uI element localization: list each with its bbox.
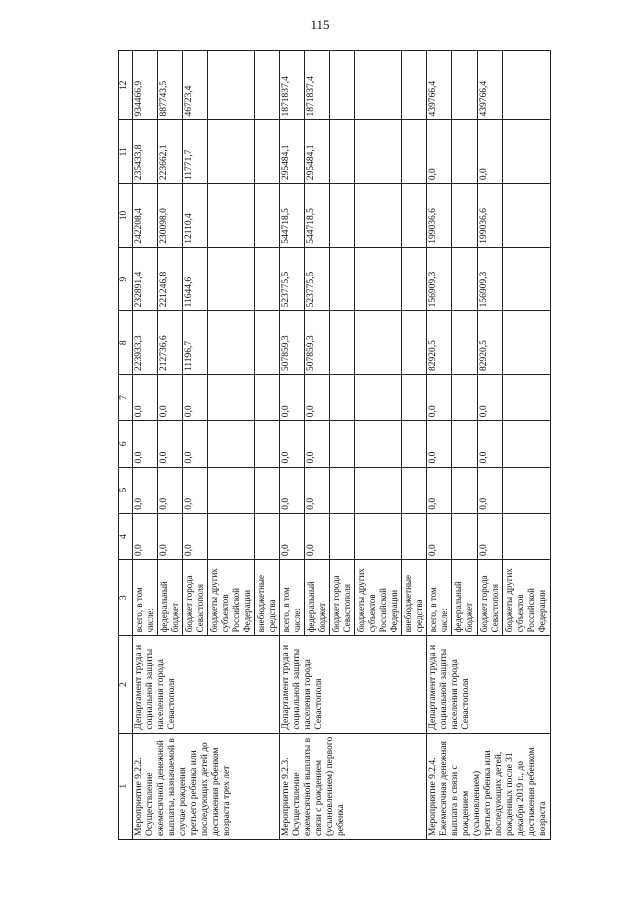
value-cell (208, 247, 255, 311)
measure-cell: Мероприятие 9.2.4. Ежемесячная денежная выплата в связи с рождением (усыновлением) третьего ребенка или последующих детей, рожденных после 31 декабря 2019 г., до достижения ребенком возраста (427, 733, 551, 839)
value-cell: 212736,6 (158, 311, 183, 375)
value-cell: 12110,4 (183, 184, 208, 248)
header-row (119, 51, 133, 840)
value-cell (255, 375, 280, 421)
value-cell: 0,0 (280, 421, 305, 467)
value-cell: 439766,4 (477, 51, 502, 121)
table-row (133, 51, 158, 840)
funding-source-cell: бюджеты других субъектов Российской Федерации (208, 560, 255, 636)
value-cell: 507859,3 (305, 311, 330, 375)
value-cell: 223933,3 (133, 311, 158, 375)
value-cell: 0,0 (305, 467, 330, 513)
value-cell: 439766,4 (427, 51, 452, 121)
value-cell (503, 513, 551, 559)
value-cell: 223662,1 (158, 120, 183, 184)
value-cell (330, 184, 355, 248)
value-cell: 523775,5 (305, 247, 330, 311)
value-cell (330, 51, 355, 121)
column-header: 9 (119, 247, 133, 311)
value-cell: 0,0 (183, 467, 208, 513)
column-header: 7 (119, 375, 133, 421)
value-cell: 242208,4 (133, 184, 158, 248)
value-cell: 0,0 (477, 375, 502, 421)
value-cell (452, 467, 477, 513)
value-cell: 156909,3 (427, 247, 452, 311)
value-cell (355, 120, 402, 184)
value-cell: 235433,8 (133, 120, 158, 184)
value-cell (255, 51, 280, 121)
value-cell (452, 247, 477, 311)
value-cell (402, 311, 427, 375)
value-cell (402, 375, 427, 421)
value-cell (503, 467, 551, 513)
value-cell (402, 467, 427, 513)
value-cell: 1871837,4 (305, 51, 330, 121)
column-header: 6 (119, 421, 133, 467)
column-header: 10 (119, 184, 133, 248)
value-cell: 0,0 (427, 120, 452, 184)
column-header: 2 (119, 636, 133, 733)
value-cell (503, 375, 551, 421)
value-cell (208, 421, 255, 467)
funding-source-cell: всего, в том числе: (427, 560, 452, 636)
value-cell: 0,0 (477, 120, 502, 184)
value-cell: 0,0 (280, 513, 305, 559)
column-header: 4 (119, 513, 133, 559)
value-cell: 230098,0 (158, 184, 183, 248)
value-cell: 544718,5 (305, 184, 330, 248)
value-cell (452, 375, 477, 421)
value-cell: 0,0 (183, 421, 208, 467)
page-number: 115 (310, 17, 330, 32)
funding-source-cell: федеральный бюджет (452, 560, 477, 636)
funding-source-cell: бюджеты других субъектов Российской Федерации (503, 560, 551, 636)
value-cell (208, 51, 255, 121)
value-cell: 0,0 (427, 421, 452, 467)
table-row (427, 51, 452, 840)
value-cell (255, 467, 280, 513)
value-cell (330, 247, 355, 311)
value-cell (208, 184, 255, 248)
value-cell (402, 184, 427, 248)
funding-source-cell: федеральный бюджет (158, 560, 183, 636)
value-cell (355, 421, 402, 467)
value-cell: 0,0 (280, 467, 305, 513)
value-cell: 0,0 (133, 513, 158, 559)
value-cell (503, 247, 551, 311)
value-cell: 0,0 (477, 467, 502, 513)
value-cell: 0,0 (305, 421, 330, 467)
funding-source-cell: бюджет города Севастополя (183, 560, 208, 636)
value-cell (355, 184, 402, 248)
value-cell (402, 513, 427, 559)
value-cell: 0,0 (183, 375, 208, 421)
value-cell: 199036,6 (427, 184, 452, 248)
value-cell (452, 421, 477, 467)
value-cell (503, 421, 551, 467)
value-cell (402, 421, 427, 467)
value-cell: 0,0 (158, 421, 183, 467)
value-cell (330, 375, 355, 421)
value-cell (330, 421, 355, 467)
value-cell: 221246,8 (158, 247, 183, 311)
value-cell (330, 513, 355, 559)
value-cell: 0,0 (133, 467, 158, 513)
value-cell: 0,0 (477, 421, 502, 467)
value-cell: 232891,4 (133, 247, 158, 311)
value-cell (452, 184, 477, 248)
value-cell (503, 120, 551, 184)
funding-source-cell: внебюджетные средства (255, 560, 280, 636)
column-header: 11 (119, 120, 133, 184)
value-cell (402, 51, 427, 121)
value-cell: 0,0 (427, 375, 452, 421)
value-cell: 1871837,4 (280, 51, 305, 121)
table-body (133, 51, 551, 840)
funding-source-cell: внебюджетные средства (402, 560, 427, 636)
value-cell: 82920,5 (427, 311, 452, 375)
value-cell (402, 247, 427, 311)
value-cell (452, 120, 477, 184)
value-cell: 82920,5 (477, 311, 502, 375)
value-cell (452, 513, 477, 559)
value-cell: 0,0 (427, 467, 452, 513)
value-cell (255, 184, 280, 248)
value-cell (355, 467, 402, 513)
value-cell: 199036,6 (477, 184, 502, 248)
funding-source-cell: бюджеты других субъектов Российской Федерации (355, 560, 402, 636)
measure-cell: Мероприятие 9.2.2. Осуществление ежемесячной денежной выплаты, назначаемой в случае рождения третьего ребенка или последующих детей до достижения ребенком возраста трех лет (133, 733, 280, 839)
value-cell: 0,0 (305, 375, 330, 421)
value-cell: 0,0 (158, 467, 183, 513)
value-cell: 507859,3 (280, 311, 305, 375)
column-header: 3 (119, 560, 133, 636)
value-cell: 0,0 (427, 513, 452, 559)
value-cell: 887743,5 (158, 51, 183, 121)
value-cell (330, 120, 355, 184)
value-cell (503, 311, 551, 375)
value-cell: 0,0 (305, 513, 330, 559)
value-cell (208, 120, 255, 184)
value-cell (402, 120, 427, 184)
value-cell (355, 513, 402, 559)
value-cell: 0,0 (158, 513, 183, 559)
executor-cell: Департамент труда и социальной защиты населения города Севастополя (133, 636, 280, 733)
column-header: 1 (119, 733, 133, 839)
value-cell (255, 513, 280, 559)
value-cell (503, 51, 551, 121)
value-cell: 11196,7 (183, 311, 208, 375)
value-cell: 544718,5 (280, 184, 305, 248)
executor-cell: Департамент труда и социальной защиты населения города Севастополя (427, 636, 551, 733)
value-cell: 523775,5 (280, 247, 305, 311)
funding-source-cell: бюджет города Севастополя (330, 560, 355, 636)
value-cell (330, 467, 355, 513)
value-cell: 0,0 (133, 375, 158, 421)
measure-cell: Мероприятие 9.2.3. Осуществление ежемесячной выплаты в связи с рождением (усыновлением) первого ребенка (280, 733, 427, 839)
budget-table (118, 50, 551, 840)
column-header: 5 (119, 467, 133, 513)
value-cell (208, 311, 255, 375)
value-cell: 11771,7 (183, 120, 208, 184)
value-cell: 0,0 (183, 513, 208, 559)
value-cell: 934466,9 (133, 51, 158, 121)
value-cell: 0,0 (280, 375, 305, 421)
value-cell (208, 513, 255, 559)
value-cell (255, 311, 280, 375)
value-cell: 295484,1 (305, 120, 330, 184)
value-cell: 156909,3 (477, 247, 502, 311)
rotated-table-container (118, 50, 548, 840)
value-cell: 0,0 (158, 375, 183, 421)
table-row (280, 51, 305, 840)
value-cell: 11644,6 (183, 247, 208, 311)
value-cell (452, 51, 477, 121)
value-cell: 46723,4 (183, 51, 208, 121)
funding-source-cell: всего, в том числе: (280, 560, 305, 636)
executor-cell: Департамент труда и социальной защиты населения города Севастополя (280, 636, 427, 733)
value-cell (208, 467, 255, 513)
value-cell (255, 421, 280, 467)
column-header: 12 (119, 51, 133, 121)
value-cell (255, 247, 280, 311)
value-cell (355, 51, 402, 121)
value-cell (355, 247, 402, 311)
value-cell (355, 375, 402, 421)
value-cell (452, 311, 477, 375)
column-header: 8 (119, 311, 133, 375)
value-cell (255, 120, 280, 184)
value-cell (208, 375, 255, 421)
value-cell: 295484,1 (280, 120, 305, 184)
funding-source-cell: бюджет города Севастополя (477, 560, 502, 636)
value-cell (330, 311, 355, 375)
value-cell: 0,0 (477, 513, 502, 559)
funding-source-cell: федеральный бюджет (305, 560, 330, 636)
value-cell: 0,0 (133, 421, 158, 467)
value-cell (355, 311, 402, 375)
value-cell (503, 184, 551, 248)
funding-source-cell: всего, в том числе: (133, 560, 158, 636)
